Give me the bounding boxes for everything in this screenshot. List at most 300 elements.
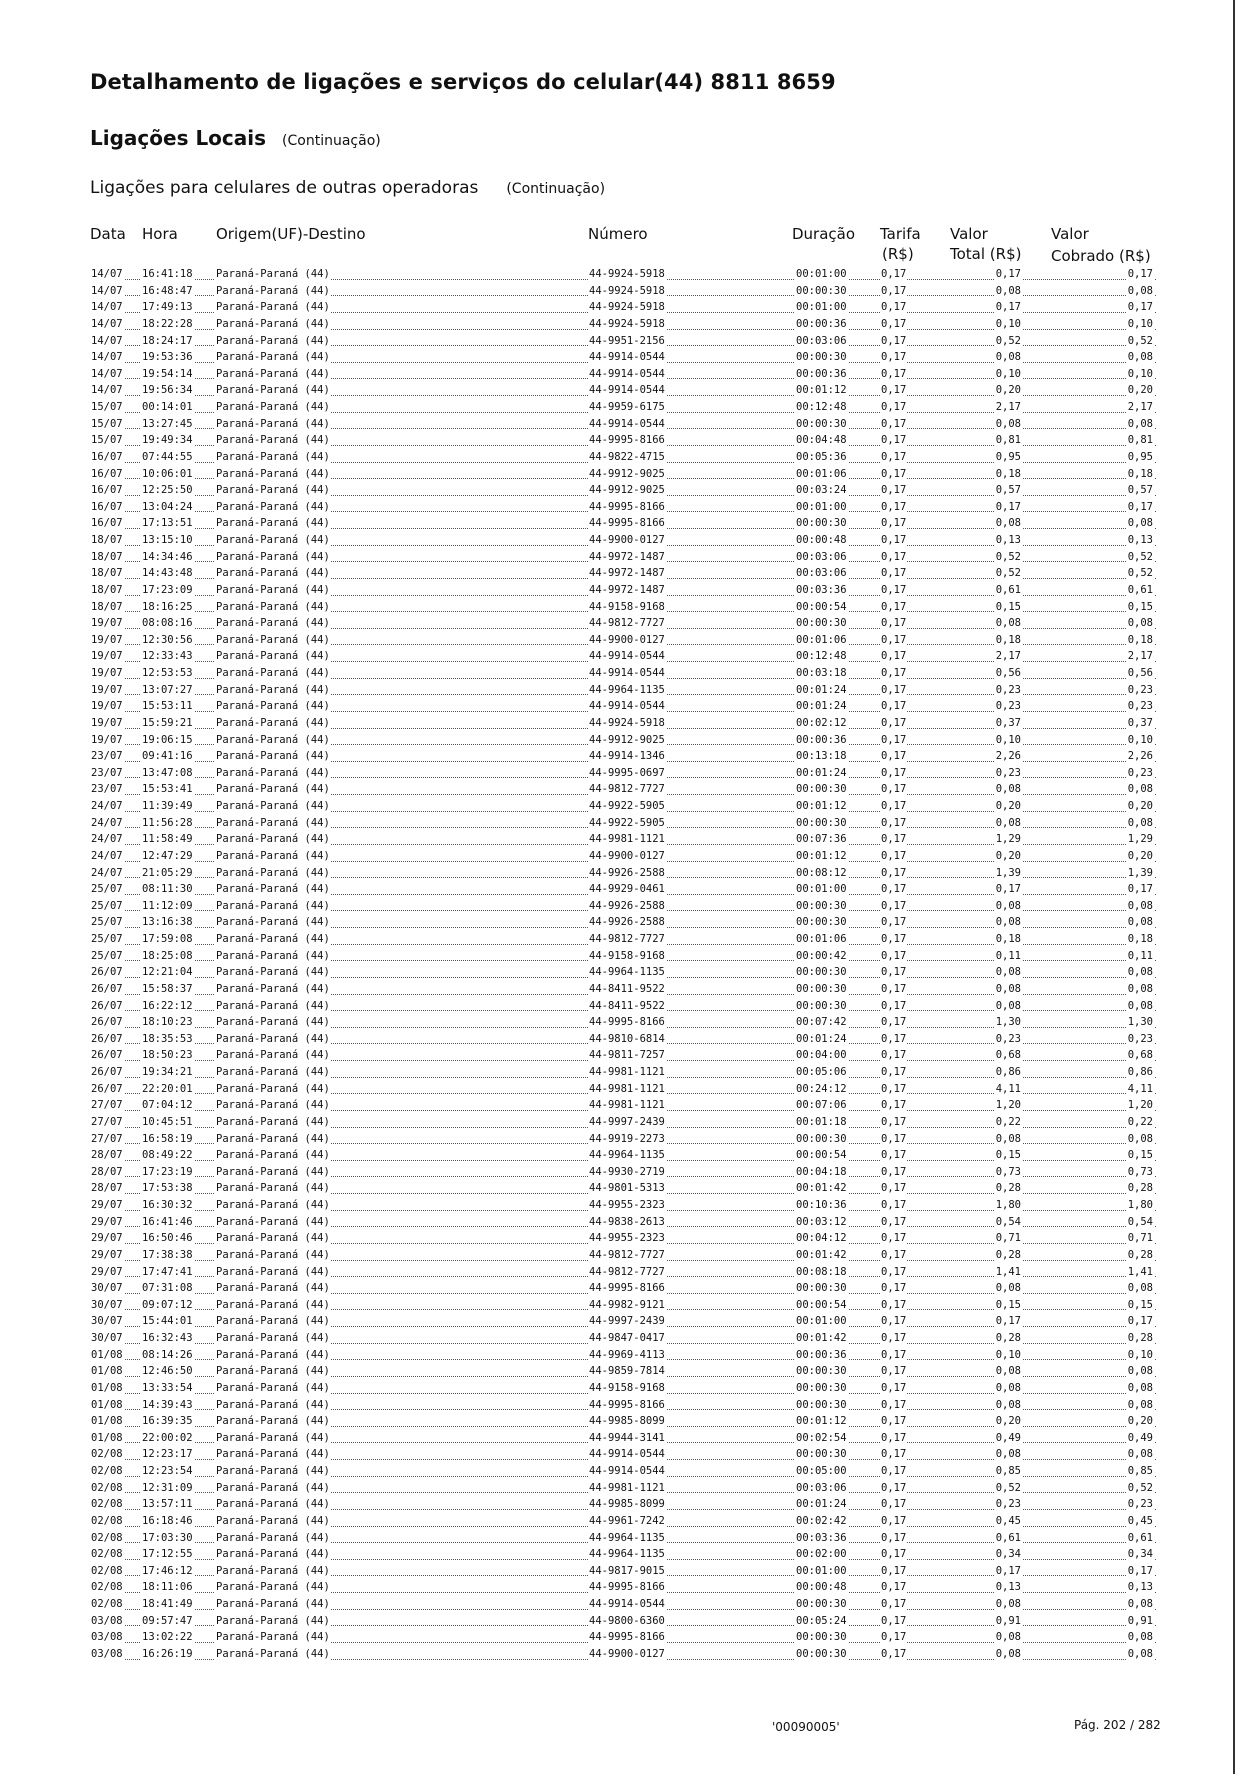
cell-valor-total: 0,17 [995, 1564, 1021, 1577]
cell-valor-cobrado: 0,15 [1127, 1298, 1153, 1311]
cell-valor-cobrado: 1,20 [1127, 1099, 1153, 1112]
header-tarifa-unit: (R$) [882, 245, 914, 263]
cell-valor-cobrado: 0,95 [1127, 450, 1153, 463]
cell-origem: Paraná-Paraná (44) [216, 268, 330, 280]
cell-tarifa: 0,17 [881, 1115, 907, 1128]
cell-numero: 44-9955-2323 [589, 1199, 665, 1211]
cell-tarifa: 0,17 [881, 484, 907, 497]
cell-numero: 44-9859-7814 [589, 1365, 665, 1378]
cell-valor-cobrado: 0,23 [1127, 1032, 1153, 1045]
cell-origem: Paraná-Paraná (44) [216, 1381, 330, 1394]
cell-valor-cobrado: 0,13 [1127, 534, 1153, 546]
cell-origem: Paraná-Paraná (44) [216, 783, 330, 796]
cell-origem: Paraná-Paraná (44) [216, 800, 330, 812]
cell-data: 16/07 [91, 500, 123, 513]
cell-data: 02/08 [91, 1548, 123, 1561]
cell-tarifa: 0,17 [881, 833, 907, 846]
cell-duracao: 00:02:42 [796, 1514, 847, 1527]
cell-origem: Paraná-Paraná (44) [216, 982, 330, 995]
cell-data: 14/07 [91, 284, 123, 297]
cell-data: 25/07 [91, 883, 123, 896]
cell-valor-total: 0,08 [995, 617, 1021, 630]
cell-origem: Paraná-Paraná (44) [216, 367, 330, 380]
cell-tarifa: 0,17 [881, 517, 907, 530]
cell-valor-total: 1,30 [995, 1016, 1021, 1029]
table-row [0, 1330, 1240, 1347]
cell-hora: 09:07:12 [142, 1298, 193, 1311]
cell-origem: Paraná-Paraná (44) [216, 1631, 330, 1644]
cell-numero: 44-9995-8166 [589, 500, 665, 513]
cell-origem: Paraná-Paraná (44) [216, 1115, 330, 1128]
table-row [0, 1430, 1240, 1447]
cell-origem: Paraná-Paraná (44) [216, 667, 330, 679]
cell-numero: 44-9914-0544 [589, 384, 665, 397]
cell-hora: 17:38:38 [142, 1248, 193, 1261]
cell-duracao: 00:00:30 [796, 982, 847, 995]
cell-numero: 44-9900-0127 [589, 534, 665, 546]
cell-valor-cobrado: 0,18 [1127, 467, 1153, 480]
cell-valor-cobrado: 1,30 [1127, 1016, 1153, 1029]
cell-valor-total: 0,23 [995, 700, 1021, 713]
table-row [0, 964, 1240, 981]
cell-tarifa: 0,17 [881, 966, 907, 979]
cell-numero: 44-9801-5313 [589, 1182, 665, 1195]
cell-duracao: 00:05:36 [796, 450, 847, 463]
cell-valor-total: 0,22 [995, 1115, 1021, 1128]
cell-tarifa: 0,17 [881, 1465, 907, 1477]
cell-tarifa: 0,17 [881, 800, 907, 812]
cell-origem: Paraná-Paraná (44) [216, 600, 330, 613]
cell-origem: Paraná-Paraná (44) [216, 999, 330, 1012]
cell-valor-total: 0,52 [995, 550, 1021, 563]
cell-origem: Paraná-Paraná (44) [216, 1082, 330, 1095]
table-row [0, 715, 1240, 732]
cell-valor-cobrado: 1,41 [1127, 1265, 1153, 1278]
cell-origem: Paraná-Paraná (44) [216, 1448, 330, 1461]
cell-origem: Paraná-Paraná (44) [216, 1431, 330, 1444]
cell-valor-total: 1,20 [995, 1099, 1021, 1112]
cell-numero: 44-9995-8166 [589, 1398, 665, 1411]
cell-valor-total: 0,17 [995, 883, 1021, 896]
cell-tarifa: 0,17 [881, 766, 907, 779]
cell-hora: 16:41:18 [142, 268, 193, 280]
header-data: Data [90, 225, 126, 243]
cell-tarifa: 0,17 [881, 567, 907, 580]
cell-origem: Paraná-Paraná (44) [216, 1332, 330, 1344]
cell-origem: Paraná-Paraná (44) [216, 1564, 330, 1577]
cell-tarifa: 0,17 [881, 1365, 907, 1378]
cell-hora: 17:47:41 [142, 1265, 193, 1278]
cell-duracao: 00:00:30 [796, 899, 847, 912]
cell-tarifa: 0,17 [881, 1531, 907, 1544]
cell-hora: 16:58:19 [142, 1132, 193, 1145]
cell-data: 25/07 [91, 899, 123, 912]
cell-duracao: 00:01:00 [796, 1564, 847, 1577]
cell-numero: 44-9924-5918 [589, 284, 665, 297]
cell-origem: Paraná-Paraná (44) [216, 1581, 330, 1594]
cell-tarifa: 0,17 [881, 268, 907, 280]
cell-origem: Paraná-Paraná (44) [216, 450, 330, 463]
table-row [0, 599, 1240, 616]
table-row [0, 1031, 1240, 1048]
table-row [0, 665, 1240, 682]
cell-numero: 44-9922-5905 [589, 816, 665, 829]
cell-data: 26/07 [91, 1066, 123, 1078]
table-row [0, 848, 1240, 865]
cell-numero: 44-9847-0417 [589, 1332, 665, 1344]
cell-valor-cobrado: 0,23 [1127, 700, 1153, 713]
subsection-heading [90, 178, 605, 198]
cell-numero: 44-9158-9168 [589, 949, 665, 962]
cell-valor-cobrado: 0,08 [1127, 816, 1153, 829]
cell-data: 25/07 [91, 949, 123, 962]
cell-hora: 08:11:30 [142, 883, 193, 896]
table-row [0, 615, 1240, 632]
cell-hora: 18:11:06 [142, 1581, 193, 1594]
cell-data: 19/07 [91, 617, 123, 630]
cell-hora: 19:56:34 [142, 384, 193, 397]
cell-numero: 44-9981-1121 [589, 1481, 665, 1494]
cell-hora: 17:23:19 [142, 1165, 193, 1178]
cell-hora: 14:39:43 [142, 1398, 193, 1411]
cell-valor-total: 0,08 [995, 351, 1021, 364]
cell-numero: 44-9964-1135 [589, 1548, 665, 1561]
cell-tarifa: 0,17 [881, 1631, 907, 1644]
cell-numero: 44-9817-9015 [589, 1564, 665, 1577]
cell-tarifa: 0,17 [881, 1049, 907, 1062]
cell-tarifa: 0,17 [881, 1514, 907, 1527]
cell-duracao: 00:00:54 [796, 1149, 847, 1162]
cell-data: 19/07 [91, 683, 123, 696]
table-row [0, 1131, 1240, 1148]
table-row [0, 1014, 1240, 1031]
cell-valor-total: 0,08 [995, 783, 1021, 796]
cell-hora: 17:59:08 [142, 933, 193, 945]
cell-hora: 18:10:23 [142, 1016, 193, 1029]
table-row [0, 1413, 1240, 1430]
cell-data: 24/07 [91, 833, 123, 846]
cell-duracao: 00:00:30 [796, 916, 847, 929]
cell-valor-total: 0,95 [995, 450, 1021, 463]
cell-tarifa: 0,17 [881, 1016, 907, 1029]
cell-numero: 44-9914-0544 [589, 700, 665, 713]
cell-valor-total: 1,29 [995, 833, 1021, 846]
cell-valor-cobrado: 0,81 [1127, 434, 1153, 447]
cell-tarifa: 0,17 [881, 417, 907, 430]
cell-numero: 44-9981-1121 [589, 833, 665, 846]
table-row [0, 798, 1240, 815]
cell-valor-cobrado: 0,23 [1127, 766, 1153, 779]
cell-numero: 44-8411-9522 [589, 982, 665, 995]
cell-data: 02/08 [91, 1514, 123, 1527]
cell-origem: Paraná-Paraná (44) [216, 766, 330, 779]
cell-data: 02/08 [91, 1448, 123, 1461]
cell-data: 30/07 [91, 1298, 123, 1311]
cell-valor-cobrado: 1,39 [1127, 866, 1153, 879]
cell-origem: Paraná-Paraná (44) [216, 1548, 330, 1561]
cell-data: 01/08 [91, 1398, 123, 1411]
cell-numero: 44-9914-0544 [589, 650, 665, 663]
header-valor-cobrado-unit: Cobrado (R$) [1051, 247, 1151, 265]
cell-duracao: 00:00:30 [796, 351, 847, 364]
cell-duracao: 00:00:30 [796, 1398, 847, 1411]
cell-hora: 10:45:51 [142, 1115, 193, 1128]
cell-numero: 44-9812-7727 [589, 1265, 665, 1278]
cell-hora: 12:33:43 [142, 650, 193, 663]
cell-duracao: 00:04:00 [796, 1049, 847, 1062]
table-row [0, 1579, 1240, 1596]
cell-origem: Paraná-Paraná (44) [216, 401, 330, 413]
cell-tarifa: 0,17 [881, 866, 907, 879]
cell-origem: Paraná-Paraná (44) [216, 1199, 330, 1211]
cell-duracao: 00:01:06 [796, 467, 847, 480]
cell-hora: 18:35:53 [142, 1032, 193, 1045]
table-row [0, 765, 1240, 782]
cell-numero: 44-9995-8166 [589, 434, 665, 447]
cell-valor-total: 2,17 [995, 650, 1021, 663]
cell-valor-cobrado: 0,08 [1127, 351, 1153, 364]
table-row [0, 382, 1240, 399]
header-valor-total: Valor [950, 225, 988, 243]
cell-data: 02/08 [91, 1465, 123, 1477]
cell-origem: Paraná-Paraná (44) [216, 633, 330, 646]
cell-hora: 18:41:49 [142, 1598, 193, 1610]
cell-hora: 08:49:22 [142, 1149, 193, 1162]
table-row [0, 582, 1240, 599]
cell-tarifa: 0,17 [881, 1248, 907, 1261]
cell-data: 16/07 [91, 517, 123, 530]
cell-origem: Paraná-Paraná (44) [216, 1614, 330, 1627]
cell-valor-cobrado: 0,85 [1127, 1465, 1153, 1477]
cell-hora: 14:43:48 [142, 567, 193, 580]
cell-tarifa: 0,17 [881, 1099, 907, 1112]
header-numero: Número [588, 225, 648, 243]
cell-tarifa: 0,17 [881, 384, 907, 397]
header-valor-total-unit: Total (R$) [950, 245, 1022, 263]
table-row [0, 1064, 1240, 1081]
cell-data: 01/08 [91, 1431, 123, 1444]
section-label: Ligações Locais [90, 126, 267, 150]
cell-data: 29/07 [91, 1215, 123, 1228]
cell-duracao: 00:24:12 [796, 1082, 847, 1095]
cell-valor-cobrado: 0,34 [1127, 1548, 1153, 1561]
cell-valor-cobrado: 0,28 [1127, 1248, 1153, 1261]
cell-tarifa: 0,17 [881, 1149, 907, 1162]
table-row [0, 266, 1240, 283]
cell-tarifa: 0,17 [881, 617, 907, 630]
cell-numero: 44-9812-7727 [589, 617, 665, 630]
table-row [0, 449, 1240, 466]
cell-numero: 44-9926-2588 [589, 899, 665, 912]
cell-data: 30/07 [91, 1332, 123, 1344]
table-row [0, 316, 1240, 333]
cell-numero: 44-9982-9121 [589, 1298, 665, 1311]
cell-tarifa: 0,17 [881, 733, 907, 746]
cell-valor-cobrado: 0,45 [1127, 1514, 1153, 1527]
cell-numero: 44-9800-6360 [589, 1614, 665, 1627]
cell-valor-total: 4,11 [995, 1082, 1021, 1095]
cell-hora: 19:54:14 [142, 367, 193, 380]
cell-valor-total: 0,11 [995, 949, 1021, 962]
cell-duracao: 00:04:18 [796, 1165, 847, 1178]
table-row [0, 1546, 1240, 1563]
cell-numero: 44-9822-4715 [589, 450, 665, 463]
cell-duracao: 00:00:30 [796, 1448, 847, 1461]
cell-data: 24/07 [91, 866, 123, 879]
cell-duracao: 00:01:06 [796, 933, 847, 945]
cell-hora: 13:02:22 [142, 1631, 193, 1644]
table-row [0, 1496, 1240, 1513]
cell-duracao: 00:02:12 [796, 716, 847, 729]
cell-origem: Paraná-Paraná (44) [216, 866, 330, 879]
cell-valor-total: 0,20 [995, 849, 1021, 862]
cell-numero: 44-9924-5918 [589, 716, 665, 729]
cell-duracao: 00:00:30 [796, 1282, 847, 1295]
cell-numero: 44-9972-1487 [589, 567, 665, 580]
cell-numero: 44-9912-9025 [589, 733, 665, 746]
cell-numero: 44-9995-8166 [589, 517, 665, 530]
cell-tarifa: 0,17 [881, 1132, 907, 1145]
cell-duracao: 00:00:30 [796, 1598, 847, 1610]
cell-origem: Paraná-Paraná (44) [216, 1099, 330, 1112]
table-row [0, 1081, 1240, 1098]
cell-numero: 44-9997-2439 [589, 1315, 665, 1328]
cell-data: 16/07 [91, 467, 123, 480]
cell-numero: 44-9914-0544 [589, 1465, 665, 1477]
cell-valor-cobrado: 0,20 [1127, 1415, 1153, 1428]
cell-duracao: 00:13:18 [796, 750, 847, 763]
cell-duracao: 00:08:12 [796, 866, 847, 879]
cell-hora: 07:44:55 [142, 450, 193, 463]
cell-numero: 44-9914-0544 [589, 667, 665, 679]
cell-valor-total: 0,52 [995, 1481, 1021, 1494]
cell-data: 03/08 [91, 1614, 123, 1627]
table-row [0, 732, 1240, 749]
cell-data: 30/07 [91, 1315, 123, 1328]
table-row [0, 781, 1240, 798]
cell-valor-total: 0,17 [995, 1315, 1021, 1328]
cell-origem: Paraná-Paraná (44) [216, 384, 330, 397]
cell-valor-total: 0,34 [995, 1548, 1021, 1561]
subsection-continuation: (Continuação) [506, 181, 606, 197]
cell-numero: 44-9969-4113 [589, 1348, 665, 1361]
table-row [0, 1214, 1240, 1231]
cell-data: 14/07 [91, 334, 123, 347]
cell-valor-total: 0,08 [995, 999, 1021, 1012]
cell-tarifa: 0,17 [881, 1647, 907, 1660]
cell-valor-total: 0,91 [995, 1614, 1021, 1627]
cell-duracao: 00:01:00 [796, 1315, 847, 1328]
cell-numero: 44-9964-1135 [589, 683, 665, 696]
cell-data: 02/08 [91, 1498, 123, 1511]
cell-data: 18/07 [91, 583, 123, 596]
table-row [0, 1380, 1240, 1397]
cell-numero: 44-9812-7727 [589, 783, 665, 796]
cell-data: 24/07 [91, 800, 123, 812]
cell-valor-cobrado: 0,57 [1127, 484, 1153, 497]
cell-origem: Paraná-Paraná (44) [216, 534, 330, 546]
cell-data: 24/07 [91, 849, 123, 862]
cell-tarifa: 0,17 [881, 550, 907, 563]
cell-valor-total: 0,08 [995, 982, 1021, 995]
table-row [0, 482, 1240, 499]
cell-valor-total: 0,15 [995, 1149, 1021, 1162]
cell-valor-cobrado: 0,52 [1127, 1481, 1153, 1494]
cell-numero: 44-9995-8166 [589, 1282, 665, 1295]
cell-tarifa: 0,17 [881, 716, 907, 729]
cell-valor-cobrado: 0,17 [1127, 268, 1153, 280]
cell-duracao: 00:00:30 [796, 816, 847, 829]
cell-hora: 12:21:04 [142, 966, 193, 979]
cell-hora: 18:16:25 [142, 600, 193, 613]
cell-valor-cobrado: 4,11 [1127, 1082, 1153, 1095]
cell-valor-total: 2,17 [995, 401, 1021, 413]
cell-valor-cobrado: 0,61 [1127, 583, 1153, 596]
cell-valor-total: 0,08 [995, 1132, 1021, 1145]
cell-duracao: 00:03:06 [796, 1481, 847, 1494]
cell-hora: 16:48:47 [142, 284, 193, 297]
table-row [0, 1047, 1240, 1064]
cell-data: 27/07 [91, 1099, 123, 1112]
cell-data: 18/07 [91, 600, 123, 613]
cell-tarifa: 0,17 [881, 683, 907, 696]
cell-duracao: 00:00:30 [796, 783, 847, 796]
cell-duracao: 00:00:30 [796, 417, 847, 430]
table-row [0, 1097, 1240, 1114]
cell-hora: 13:15:10 [142, 534, 193, 546]
cell-origem: Paraná-Paraná (44) [216, 1248, 330, 1261]
cell-duracao: 00:01:42 [796, 1248, 847, 1261]
cell-valor-cobrado: 0,08 [1127, 1631, 1153, 1644]
cell-duracao: 00:01:12 [796, 384, 847, 397]
cell-numero: 44-9985-8099 [589, 1498, 665, 1511]
table-row [0, 881, 1240, 898]
cell-origem: Paraná-Paraná (44) [216, 883, 330, 896]
cell-duracao: 00:03:06 [796, 334, 847, 347]
cell-hora: 16:50:46 [142, 1232, 193, 1245]
cell-tarifa: 0,17 [881, 351, 907, 364]
cell-duracao: 00:03:06 [796, 550, 847, 563]
cell-tarifa: 0,17 [881, 650, 907, 663]
cell-origem: Paraná-Paraná (44) [216, 1182, 330, 1195]
cell-data: 28/07 [91, 1165, 123, 1178]
cell-valor-cobrado: 0,08 [1127, 999, 1153, 1012]
cell-tarifa: 0,17 [881, 1182, 907, 1195]
cell-numero: 44-9926-2588 [589, 866, 665, 879]
cell-valor-cobrado: 0,71 [1127, 1232, 1153, 1245]
cell-valor-cobrado: 0,08 [1127, 284, 1153, 297]
cell-valor-total: 1,41 [995, 1265, 1021, 1278]
table-row [0, 815, 1240, 832]
cell-origem: Paraná-Paraná (44) [216, 1066, 330, 1078]
cell-data: 26/07 [91, 1082, 123, 1095]
cell-numero: 44-9930-2719 [589, 1165, 665, 1178]
section-heading [90, 126, 381, 150]
table-row [0, 499, 1240, 516]
table-row [0, 1280, 1240, 1297]
cell-duracao: 00:05:00 [796, 1465, 847, 1477]
cell-tarifa: 0,17 [881, 1614, 907, 1627]
cell-hora: 07:04:12 [142, 1099, 193, 1112]
cell-valor-total: 1,39 [995, 866, 1021, 879]
cell-numero: 44-9812-7727 [589, 933, 665, 945]
cell-numero: 44-9914-0544 [589, 1598, 665, 1610]
cell-numero: 44-9914-0544 [589, 351, 665, 364]
cell-tarifa: 0,17 [881, 667, 907, 679]
cell-data: 27/07 [91, 1115, 123, 1128]
cell-hora: 15:53:41 [142, 783, 193, 796]
cell-valor-cobrado: 0,08 [1127, 617, 1153, 630]
